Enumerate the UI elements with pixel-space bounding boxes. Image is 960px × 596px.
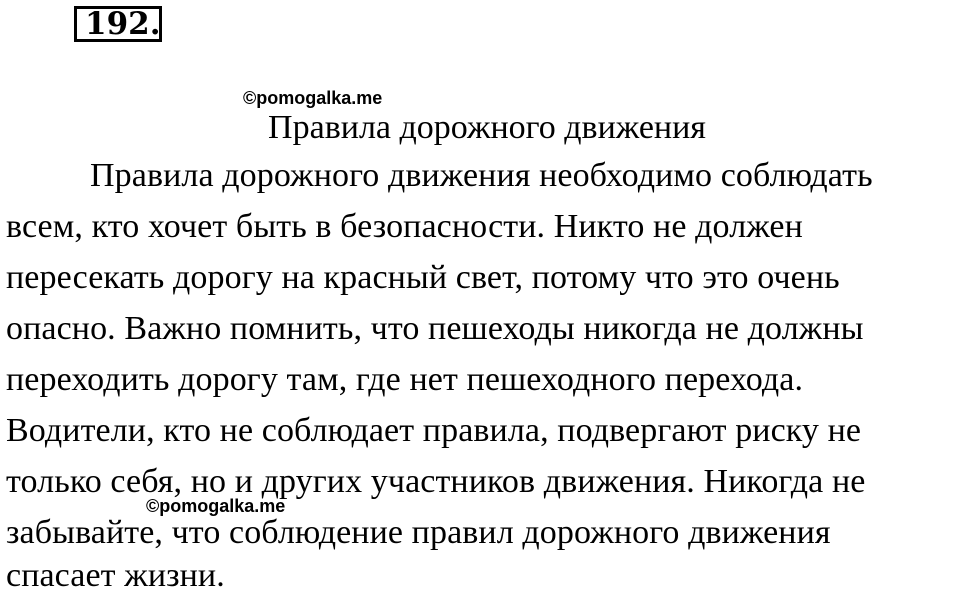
text-line: пересекать дорогу на красный свет, потому что это очень (6, 259, 840, 296)
watermark: ©pomogalka.me (243, 88, 383, 108)
text-line: Водители, кто не соблюдает правила, подвергают риску не (6, 412, 862, 449)
text-line: Правила дорожного движения необходимо соблюдать (90, 157, 873, 194)
text-line: спасает жизни. (6, 557, 225, 594)
task-number: 192. (74, 6, 162, 42)
text-line: всем, кто хочет быть в безопасности. Никто не должен (6, 208, 803, 245)
watermark: ©pomogalka.me (146, 496, 286, 516)
text-line: забывайте, что соблюдение правил дорожного движения (6, 514, 831, 551)
text-line: только себя, но и других участников движения. Никогда не (6, 463, 866, 500)
text-line: переходить дорогу там, где нет пешеходного перехода. (6, 361, 804, 398)
text-title: Правила дорожного движения (268, 109, 706, 146)
text-line: опасно. Важно помнить, что пешеходы никогда не должны (6, 310, 864, 347)
